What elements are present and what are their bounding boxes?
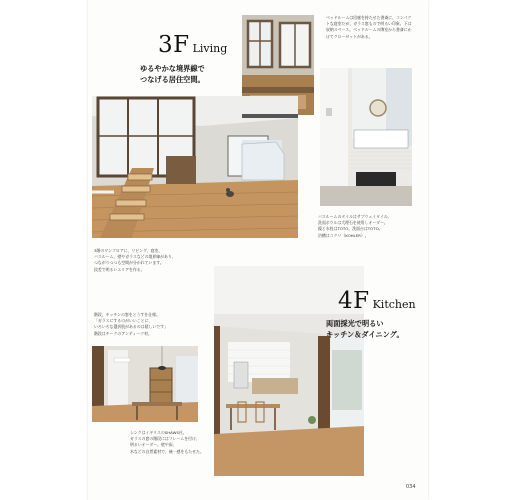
floor-word: Kitchen (372, 298, 416, 311)
floor-number: 3F (158, 32, 190, 58)
photo-dining-room (92, 346, 198, 422)
floor-number: 4F (338, 288, 370, 314)
caption-dining: シンクはイギリスのSHAWS社。 ガラスの窓の階段にはフレームを付け、 明るいオーダー。壁や床、 木などの自然素材で、統一感をもたせた。 (130, 430, 204, 454)
photo-bathroom (320, 68, 412, 206)
heading-3f-living (158, 32, 227, 58)
magazine-page (88, 0, 428, 500)
caption-bathroom: バスルームのタイルはサブウェイタイル。 洗面ボウルは大理石を使用しオーダー。 鏡と水栓はTOTO。洗面台はTOTO。 浴槽はコクリ（KOHLER）。 (318, 214, 392, 238)
caption-stairs: 階段、キッチンの窓をとうすを仕様。 「ガラスにするのがいいことに、 いろいろな選択肢があるのは嬉しいです」 階段はチークのアンティーク材。 (94, 312, 168, 336)
heading-4f-kitchen (338, 288, 416, 314)
living-catchcopy: ゆるやかな境界線で つなげる居住空間。 (140, 64, 205, 84)
floor-word: Living (192, 42, 228, 55)
photo-living-room (92, 96, 298, 238)
caption-living: 3階のワンフロアに、リビング、寝室、 バスルーム。壁やガラスなどの境界線があり、 つながりつつも空間が分かれています。 段差で明るいエリアを作る。 (94, 248, 176, 272)
page-number: 034 (406, 484, 416, 490)
caption-bedroom: ベッドルームは回廊を持たせた書斎に、コンパクトな寝室だが、ガラス窓もので明るい印象。下は収納スペース。ベッドルームの隣室から書斎にかけてクローゼットがある。 (326, 15, 412, 39)
kitchen-catchcopy: 両面採光で明るい キッチン＆ダイニング。 (326, 319, 404, 339)
